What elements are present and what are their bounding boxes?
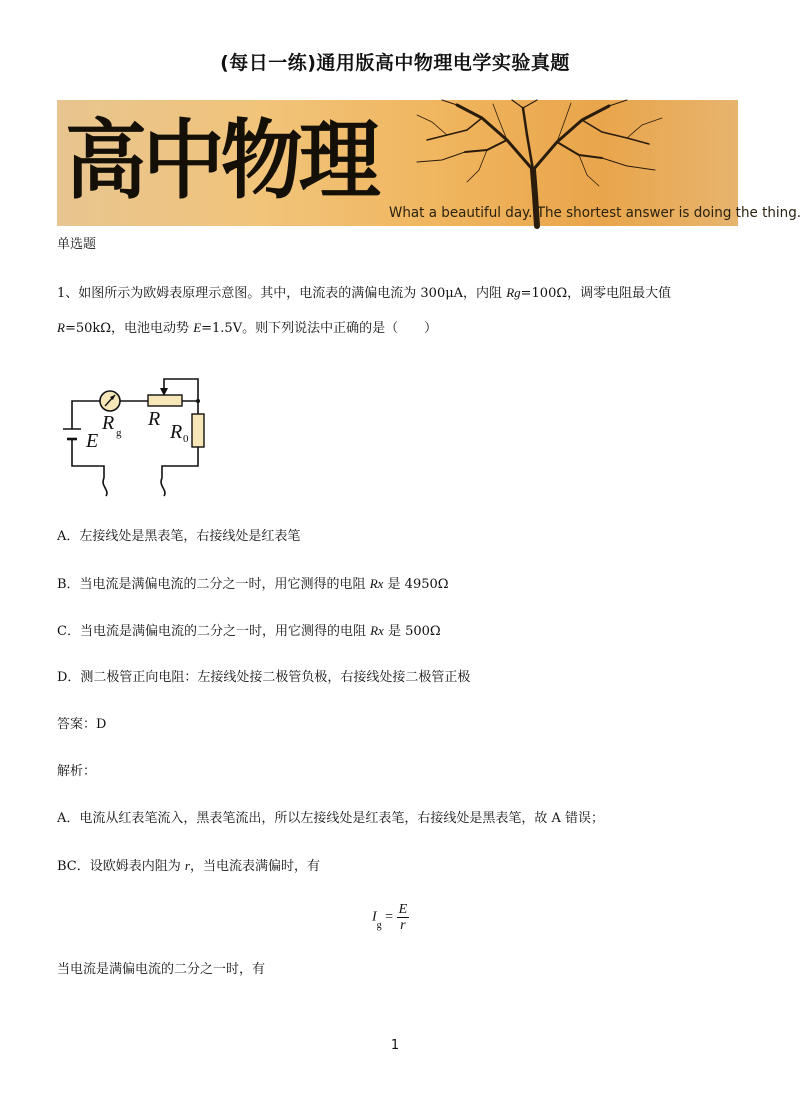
formula-lhs: I [372, 909, 377, 925]
question-line-2 [57, 319, 437, 338]
banner-image [57, 100, 801, 226]
label-r: R [148, 408, 161, 430]
label-r0: R [170, 421, 183, 443]
symbol-r: R [57, 320, 65, 335]
formula-equals: = [381, 909, 397, 925]
formula-denominator: r [400, 918, 406, 933]
ohmmeter-circuit-diagram [60, 374, 220, 500]
probe-right [161, 478, 165, 496]
symbol-e: E [193, 320, 202, 335]
symbol-rx: Rx [370, 623, 384, 638]
formula-fraction [397, 902, 410, 933]
page-number: 1 [390, 1038, 400, 1053]
document-title: (每日一练)通用版高中物理电学实验真题 [220, 52, 570, 74]
option-d: D．测二极管正向电阻：左接线处接二极管负极，右接线处接二极管正极 [57, 670, 471, 685]
option-c [57, 622, 441, 641]
wire-left-top [72, 401, 100, 429]
option-text: 是 500Ω [383, 624, 441, 639]
section-label: 单选题 [57, 237, 97, 252]
analysis-half: 当电流是满偏电流的二分之一时，有 [57, 962, 266, 977]
label-e: E [86, 430, 99, 452]
question-line-1 [57, 284, 671, 303]
analysis-bc [57, 857, 320, 876]
analysis-a: A．电流从红表笔流入，黑表笔流出，所以左接线处是红表笔，右接线处是黑表笔，故 A 错误； [57, 811, 605, 826]
symbol-rx: Rx [369, 576, 384, 591]
analysis-label: 解析： [57, 764, 97, 779]
question-text: =100Ω，调零电阻最大值 [520, 286, 672, 301]
formula-numerator: E [398, 902, 408, 917]
option-text: B．当电流是满偏电流的二分之一时，用它测得的电阻 [57, 577, 370, 592]
label-rg: R [102, 412, 115, 434]
label-r0-sub: 0 [183, 433, 189, 445]
option-b [57, 575, 449, 594]
formula-ig [372, 902, 409, 933]
option-a: A．左接线处是黑表笔，右接线处是红表笔 [57, 529, 301, 544]
wire-r-to-r0 [182, 401, 198, 414]
probe-left [103, 478, 107, 496]
formula-lhs-sub: g [376, 920, 382, 931]
question-text: 1、如图所示为欧姆表原理示意图。其中，电流表的满偏电流为 300μA，内阻 [57, 286, 507, 301]
symbol-r-internal: r [184, 858, 190, 873]
question-text: =1.5V。则下列说法中正确的是（ ） [201, 321, 438, 336]
rheostat-r [148, 395, 182, 406]
option-text: C．当电流是满偏电流的二分之一时，用它测得的电阻 [57, 624, 371, 639]
option-text: 是 4950Ω [383, 577, 449, 592]
resistor-r0 [192, 414, 204, 447]
wire-right-bottom [162, 447, 198, 478]
symbol-rg: Rg [506, 285, 521, 300]
banner-heading: 高中物理 [65, 110, 377, 211]
answer: 答案：D [57, 717, 107, 732]
analysis-text: ，当电流表满偏时，有 [189, 859, 320, 874]
analysis-text: BC．设欧姆表内阻为 [57, 859, 185, 874]
question-text: =50kΩ，电池电动势 [64, 321, 194, 336]
banner-slogan: What a beautiful day. The shortest answer is doing the thing. [389, 205, 801, 221]
label-rg-sub: g [116, 427, 122, 439]
